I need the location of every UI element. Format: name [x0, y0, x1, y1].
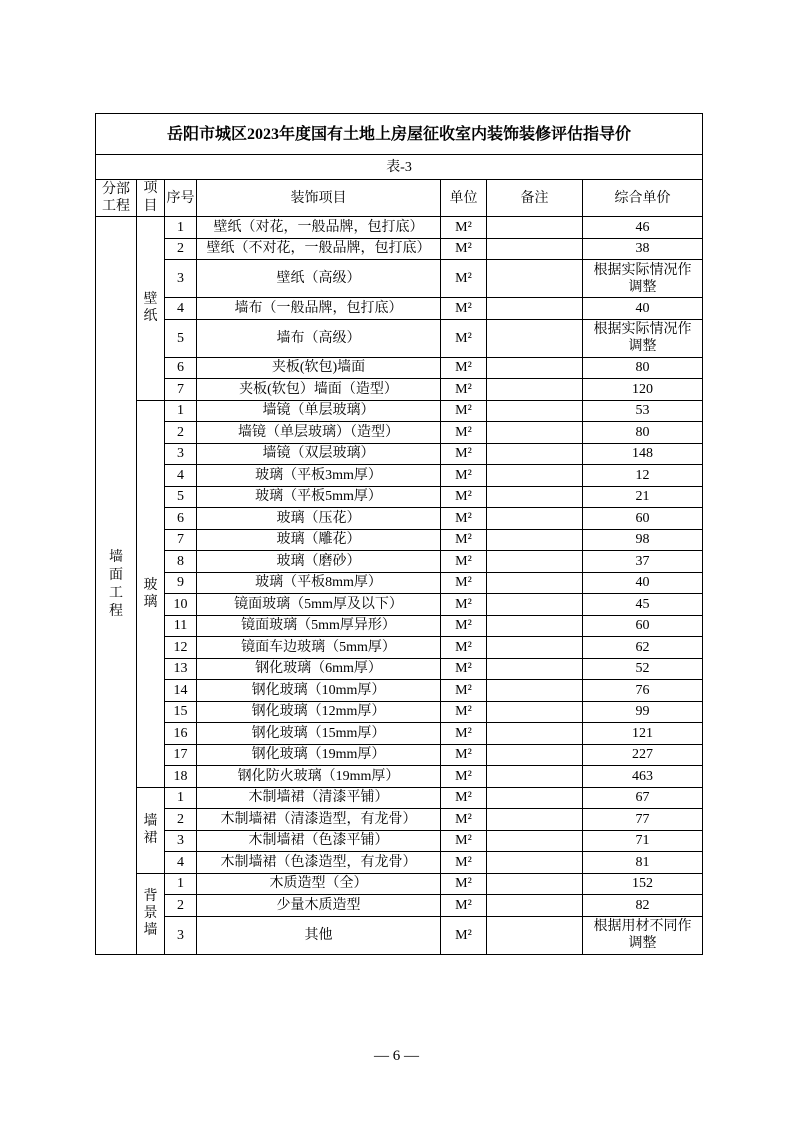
table-row [96, 594, 703, 616]
table-row [96, 658, 703, 680]
note [487, 916, 583, 954]
table-row [96, 873, 703, 895]
note [487, 572, 583, 594]
unit: M² [441, 594, 487, 616]
unit: M² [441, 744, 487, 766]
section-cell: 墙面工程 [96, 217, 137, 955]
note [487, 658, 583, 680]
item-name: 壁纸（高级） [197, 260, 441, 298]
col-header-item: 装饰项目 [197, 180, 441, 217]
row-number: 12 [165, 637, 197, 659]
unit: M² [441, 508, 487, 530]
table-row [96, 809, 703, 831]
item-name: 墙镜（单层玻璃） [197, 400, 441, 422]
unit: M² [441, 422, 487, 444]
unit: M² [441, 443, 487, 465]
table-row [96, 443, 703, 465]
page-number: — 6 — [374, 1048, 419, 1064]
table-row [96, 637, 703, 659]
unit: M² [441, 400, 487, 422]
note [487, 465, 583, 487]
note [487, 508, 583, 530]
item-name: 玻璃（平板5mm厚） [197, 486, 441, 508]
note [487, 357, 583, 379]
item-name: 钢化玻璃（12mm厚） [197, 701, 441, 723]
note [487, 809, 583, 831]
item-name: 木制墙裙（清漆造型，有龙骨） [197, 809, 441, 831]
note [487, 529, 583, 551]
table-row [96, 680, 703, 702]
unit: M² [441, 766, 487, 788]
item-name: 墙布（高级） [197, 319, 441, 357]
unit-price: 45 [583, 594, 703, 616]
col-header-price: 综合单价 [583, 180, 703, 217]
row-number: 6 [165, 357, 197, 379]
row-number: 14 [165, 680, 197, 702]
col-header-no: 序号 [165, 180, 197, 217]
unit: M² [441, 701, 487, 723]
item-name: 墙镜（双层玻璃） [197, 443, 441, 465]
unit-price: 227 [583, 744, 703, 766]
unit-price: 37 [583, 551, 703, 573]
row-number: 1 [165, 217, 197, 239]
unit-price: 60 [583, 615, 703, 637]
note [487, 873, 583, 895]
note [487, 217, 583, 239]
row-number: 5 [165, 486, 197, 508]
unit-price: 21 [583, 486, 703, 508]
table-row [96, 319, 703, 357]
row-number: 8 [165, 551, 197, 573]
item-name: 镜面车边玻璃（5mm厚） [197, 637, 441, 659]
unit: M² [441, 298, 487, 320]
item-name: 镜面玻璃（5mm厚异形） [197, 615, 441, 637]
unit-price: 52 [583, 658, 703, 680]
table-row [96, 551, 703, 573]
item-name: 壁纸（不对花，一般品牌，包打底） [197, 238, 441, 260]
item-name: 夹板(软包）墙面（造型） [197, 379, 441, 401]
row-number: 4 [165, 298, 197, 320]
table-row [96, 298, 703, 320]
table-row [96, 217, 703, 239]
row-number: 4 [165, 465, 197, 487]
unit-price: 12 [583, 465, 703, 487]
unit: M² [441, 658, 487, 680]
unit: M² [441, 895, 487, 917]
note [487, 723, 583, 745]
row-number: 4 [165, 852, 197, 874]
row-number: 1 [165, 787, 197, 809]
table-row [96, 744, 703, 766]
unit-price: 根据用材不同作调整 [583, 916, 703, 954]
unit: M² [441, 379, 487, 401]
row-number: 2 [165, 895, 197, 917]
item-name: 玻璃（平板3mm厚） [197, 465, 441, 487]
table-row [96, 400, 703, 422]
item-name: 玻璃（平板8mm厚） [197, 572, 441, 594]
unit-price: 60 [583, 508, 703, 530]
unit: M² [441, 787, 487, 809]
note [487, 852, 583, 874]
unit-price: 152 [583, 873, 703, 895]
row-number: 2 [165, 422, 197, 444]
note [487, 637, 583, 659]
item-name: 钢化玻璃（15mm厚） [197, 723, 441, 745]
item-name: 其他 [197, 916, 441, 954]
note [487, 830, 583, 852]
unit-price: 46 [583, 217, 703, 239]
col-header-group: 项目 [137, 180, 165, 217]
unit-price: 根据实际情况作调整 [583, 260, 703, 298]
group-cell: 墙裙 [137, 787, 165, 873]
unit: M² [441, 551, 487, 573]
unit: M² [441, 680, 487, 702]
unit: M² [441, 852, 487, 874]
unit: M² [441, 916, 487, 954]
unit: M² [441, 486, 487, 508]
unit-price: 76 [583, 680, 703, 702]
note [487, 422, 583, 444]
unit: M² [441, 357, 487, 379]
unit-price: 40 [583, 572, 703, 594]
col-header-section: 分部工程 [96, 180, 137, 217]
row-number: 2 [165, 238, 197, 260]
unit: M² [441, 260, 487, 298]
table-id: 表-3 [96, 155, 703, 180]
row-number: 2 [165, 809, 197, 831]
note [487, 680, 583, 702]
group-cell: 背景墙 [137, 873, 165, 954]
unit: M² [441, 809, 487, 831]
item-name: 钢化玻璃（10mm厚） [197, 680, 441, 702]
note [487, 379, 583, 401]
item-name: 玻璃（压花） [197, 508, 441, 530]
table-row [96, 766, 703, 788]
unit-price: 120 [583, 379, 703, 401]
table-row [96, 572, 703, 594]
item-name: 少量木质造型 [197, 895, 441, 917]
col-header-unit: 单位 [441, 180, 487, 217]
item-name: 钢化玻璃（6mm厚） [197, 658, 441, 680]
item-name: 木制墙裙（清漆平铺） [197, 787, 441, 809]
item-name: 木质造型（全） [197, 873, 441, 895]
table-row [96, 916, 703, 954]
table-row [96, 701, 703, 723]
note [487, 594, 583, 616]
note [487, 615, 583, 637]
table-row [96, 422, 703, 444]
unit: M² [441, 572, 487, 594]
unit-price: 62 [583, 637, 703, 659]
unit-price: 67 [583, 787, 703, 809]
item-name: 玻璃（雕花） [197, 529, 441, 551]
table-row [96, 895, 703, 917]
unit-price: 38 [583, 238, 703, 260]
note [487, 787, 583, 809]
row-number: 6 [165, 508, 197, 530]
row-number: 3 [165, 443, 197, 465]
item-name: 钢化玻璃（19mm厚） [197, 744, 441, 766]
note [487, 400, 583, 422]
row-number: 17 [165, 744, 197, 766]
unit: M² [441, 723, 487, 745]
note [487, 260, 583, 298]
table-row [96, 723, 703, 745]
item-name: 镜面玻璃（5mm厚及以下） [197, 594, 441, 616]
note [487, 551, 583, 573]
unit-price: 53 [583, 400, 703, 422]
table-row [96, 357, 703, 379]
note [487, 701, 583, 723]
unit-price: 81 [583, 852, 703, 874]
unit-price: 82 [583, 895, 703, 917]
item-name: 木制墙裙（色漆造型，有龙骨） [197, 852, 441, 874]
table-row [96, 508, 703, 530]
price-table [95, 113, 703, 955]
row-number: 13 [165, 658, 197, 680]
table-row [96, 529, 703, 551]
item-name: 墙镜（单层玻璃）（造型） [197, 422, 441, 444]
unit-price: 根据实际情况作调整 [583, 319, 703, 357]
unit-price: 99 [583, 701, 703, 723]
item-name: 钢化防火玻璃（19mm厚） [197, 766, 441, 788]
unit: M² [441, 465, 487, 487]
row-number: 9 [165, 572, 197, 594]
row-number: 5 [165, 319, 197, 357]
item-name: 墙布（一般品牌，包打底） [197, 298, 441, 320]
unit-price: 71 [583, 830, 703, 852]
row-number: 11 [165, 615, 197, 637]
unit-price: 77 [583, 809, 703, 831]
note [487, 298, 583, 320]
table-row [96, 830, 703, 852]
note [487, 319, 583, 357]
unit-price: 98 [583, 529, 703, 551]
unit: M² [441, 529, 487, 551]
row-number: 18 [165, 766, 197, 788]
item-name: 夹板(软包)墙面 [197, 357, 441, 379]
row-number: 7 [165, 529, 197, 551]
unit-price: 80 [583, 422, 703, 444]
unit: M² [441, 217, 487, 239]
note [487, 766, 583, 788]
unit-price: 40 [583, 298, 703, 320]
table-row [96, 465, 703, 487]
table-row [96, 486, 703, 508]
table-row [96, 238, 703, 260]
unit-price: 148 [583, 443, 703, 465]
unit-price: 463 [583, 766, 703, 788]
unit: M² [441, 319, 487, 357]
unit: M² [441, 615, 487, 637]
table-title: 岳阳市城区2023年度国有土地上房屋征收室内装饰装修评估指导价 [96, 114, 703, 155]
note [487, 895, 583, 917]
note [487, 744, 583, 766]
col-header-note: 备注 [487, 180, 583, 217]
note [487, 238, 583, 260]
table-row [96, 787, 703, 809]
row-number: 3 [165, 830, 197, 852]
unit: M² [441, 873, 487, 895]
group-cell: 玻璃 [137, 400, 165, 787]
row-number: 1 [165, 400, 197, 422]
group-cell: 壁纸 [137, 217, 165, 401]
item-name: 玻璃（磨砂） [197, 551, 441, 573]
note [487, 443, 583, 465]
row-number: 3 [165, 260, 197, 298]
table-row [96, 260, 703, 298]
table-row [96, 615, 703, 637]
row-number: 15 [165, 701, 197, 723]
item-name: 壁纸（对花，一般品牌，包打底） [197, 217, 441, 239]
row-number: 3 [165, 916, 197, 954]
item-name: 木制墙裙（色漆平铺） [197, 830, 441, 852]
row-number: 7 [165, 379, 197, 401]
note [487, 486, 583, 508]
row-number: 16 [165, 723, 197, 745]
table-row [96, 379, 703, 401]
table-row [96, 852, 703, 874]
header-row [96, 180, 703, 217]
row-number: 1 [165, 873, 197, 895]
unit-price: 121 [583, 723, 703, 745]
unit: M² [441, 637, 487, 659]
unit: M² [441, 830, 487, 852]
unit-price: 80 [583, 357, 703, 379]
unit: M² [441, 238, 487, 260]
row-number: 10 [165, 594, 197, 616]
